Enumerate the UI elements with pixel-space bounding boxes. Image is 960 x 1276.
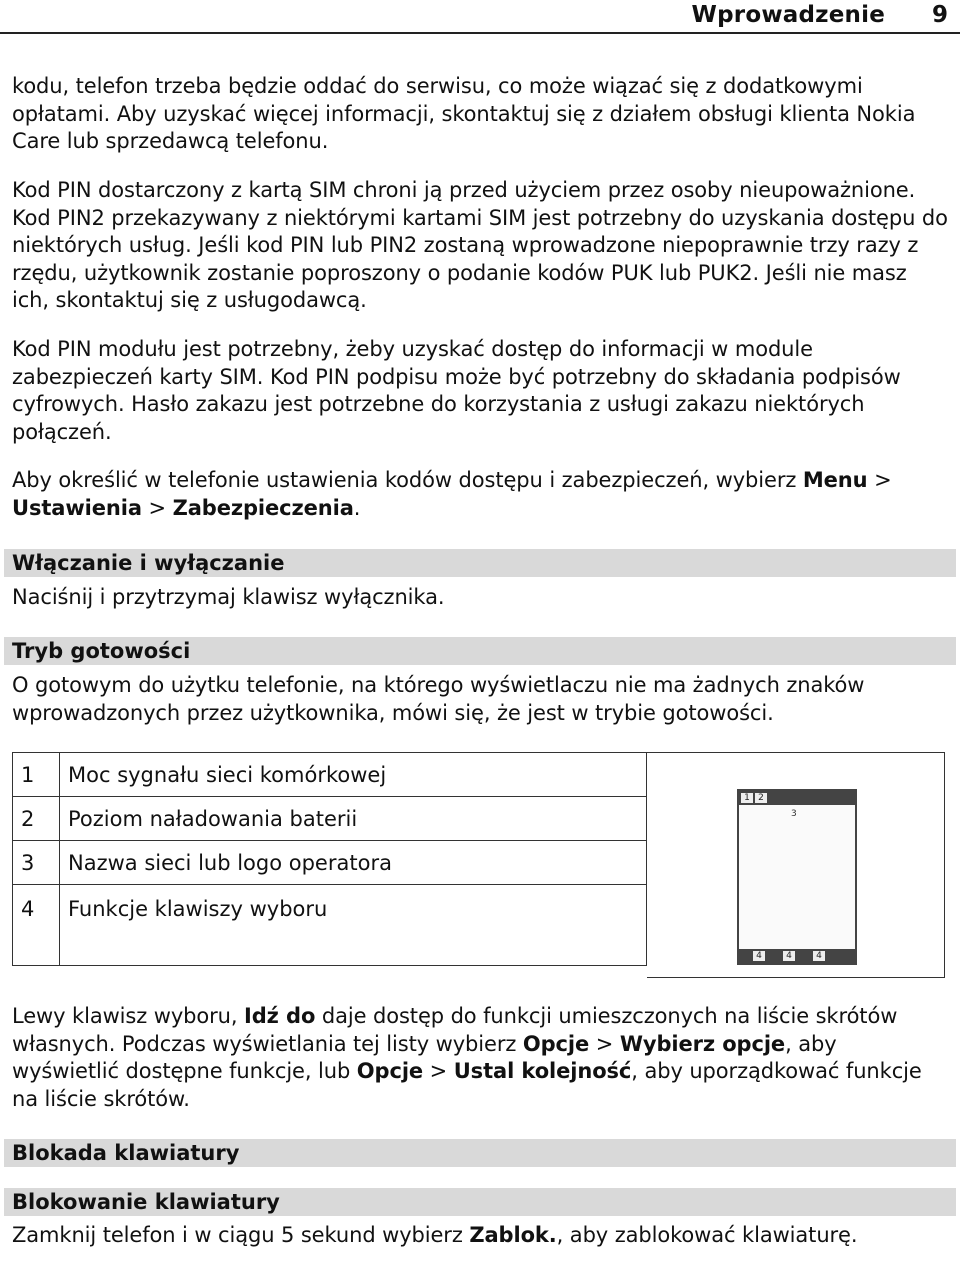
menu-path-security: Zabezpieczenia: [172, 495, 354, 520]
paragraph-power: Naciśnij i przytrzymaj klawisz wyłącznika.: [12, 585, 445, 609]
callout-softkey-middle: 4: [783, 951, 795, 961]
section-heading-text: Tryb gotowości: [12, 639, 191, 663]
paragraph-module-pin: Kod PIN modułu jest potrzebny, żeby uzyskać dostęp do informacji w module zabezpieczeń karty SIM. Kod PIN podpisu może być potrzebny do składania podpisów cyfrowych. Hasło zakazu jest potrzebne do korzystania z usługi zakazu niektórych połączeń.: [12, 337, 901, 444]
table-row: [13, 797, 647, 841]
text-run: Lewy klawisz wyboru,: [12, 1004, 245, 1028]
legend-table: [12, 752, 647, 966]
legend-number: 2: [13, 797, 60, 841]
callout-operator: 3: [791, 809, 797, 819]
section-heading-standby: [4, 637, 956, 665]
callout-softkey-left: 4: [753, 951, 765, 961]
table-row: [13, 885, 647, 966]
section-heading-power: [4, 549, 956, 577]
text-run: Zamknij telefon i w ciągu 5 sekund wybierz: [12, 1223, 470, 1247]
page-header: [0, 0, 960, 34]
menu-path-menu: Menu: [802, 468, 868, 492]
text-run: , aby wyświetlić dostępne funkcje, lub: [12, 1031, 837, 1083]
status-bar: [739, 791, 855, 805]
key-select-options: Wybierz opcje: [619, 1031, 786, 1056]
text-run: .: [353, 495, 361, 520]
paragraph-pin: Kod PIN dostarczony z kartą SIM chroni ją przed użyciem przez osoby nieupoważnione. Kod PIN2 przekazywany z niektórymi kartami SIM jest potrzebny do uzyskania dostępu do niektórych usług. Jeśli kod PIN lub PIN2 zostaną wprowadzone niepoprawnie trzy razy z rzędu, użytkownik zostanie poproszony o podanie kodów PUK lub PUK2. Jeśli nie masz ich, skontaktuj się z usługodawcą.: [12, 178, 948, 312]
paragraph-keylock: [12, 1222, 950, 1250]
legend-number: 3: [13, 841, 60, 885]
callout-battery: 2: [755, 793, 767, 803]
path-separator: >: [141, 495, 173, 520]
table-row: [13, 841, 647, 885]
legend-number: 4: [13, 885, 60, 966]
menu-path-settings: Ustawienia: [12, 495, 142, 520]
key-options: Opcje: [522, 1031, 590, 1056]
softkey-bar: [739, 949, 855, 963]
key-arrange: Ustal kolejność: [453, 1059, 632, 1083]
legend-label: Poziom naładowania baterii: [60, 797, 647, 841]
path-separator: >: [589, 1031, 620, 1056]
paragraph-service: kodu, telefon trzeba będzie oddać do serwisu, co może wiązać się z dodatkowymi opłatami. Aby uzyskać więcej informacji, skontaktuj się z działem obsługi klienta Nokia Care lub sprzedawcą telefonu.: [12, 74, 916, 153]
callout-signal: 1: [741, 793, 753, 803]
text-run: , aby uporządkować funkcje na liście skrótów.: [12, 1059, 922, 1111]
section-heading-text: Włączanie i wyłączanie: [12, 551, 285, 575]
legend-label: Nazwa sieci lub logo operatora: [60, 841, 647, 885]
section-title: Wprowadzenie: [691, 2, 885, 28]
paragraph-security-settings: [12, 467, 950, 522]
section-heading-text: Blokada klawiatury: [12, 1141, 240, 1165]
path-separator: >: [423, 1059, 454, 1083]
legend-label: Moc sygnału sieci komórkowej: [60, 753, 647, 797]
page-number: 9: [931, 2, 948, 28]
section-heading-keylock: [4, 1139, 956, 1167]
callout-softkey-right: 4: [813, 951, 825, 961]
table-row: [13, 753, 647, 797]
subsection-heading-text: Blokowanie klawiatury: [12, 1190, 280, 1214]
text-run: Aby określić w telefonie ustawienia kodów dostępu i zabezpieczeń, wybierz: [12, 468, 803, 492]
path-separator: >: [867, 468, 892, 492]
standby-screen-figure: [647, 752, 945, 978]
text-run: daje dostęp do funkcji umieszczonych na liście skrótów własnych. Podczas wyświetlania tej listy wybierz: [12, 1004, 898, 1056]
subsection-heading-keylock: [4, 1188, 956, 1216]
phone-display-illustration: [737, 789, 857, 965]
legend-number: 1: [13, 753, 60, 797]
key-options: Opcje: [356, 1059, 424, 1083]
paragraph-standby: O gotowym do użytku telefonie, na którego wyświetlaczu nie ma żadnych znaków wprowadzonych przez użytkownika, mówi się, że jest w trybie gotowości.: [12, 673, 865, 725]
key-lock: Zablok.: [469, 1223, 557, 1247]
key-goto: Idź do: [244, 1004, 316, 1028]
paragraph-selection-keys: [12, 1003, 950, 1113]
text-run: , aby zablokować klawiaturę.: [556, 1223, 858, 1247]
legend-label: Funkcje klawiszy wyboru: [60, 885, 647, 966]
